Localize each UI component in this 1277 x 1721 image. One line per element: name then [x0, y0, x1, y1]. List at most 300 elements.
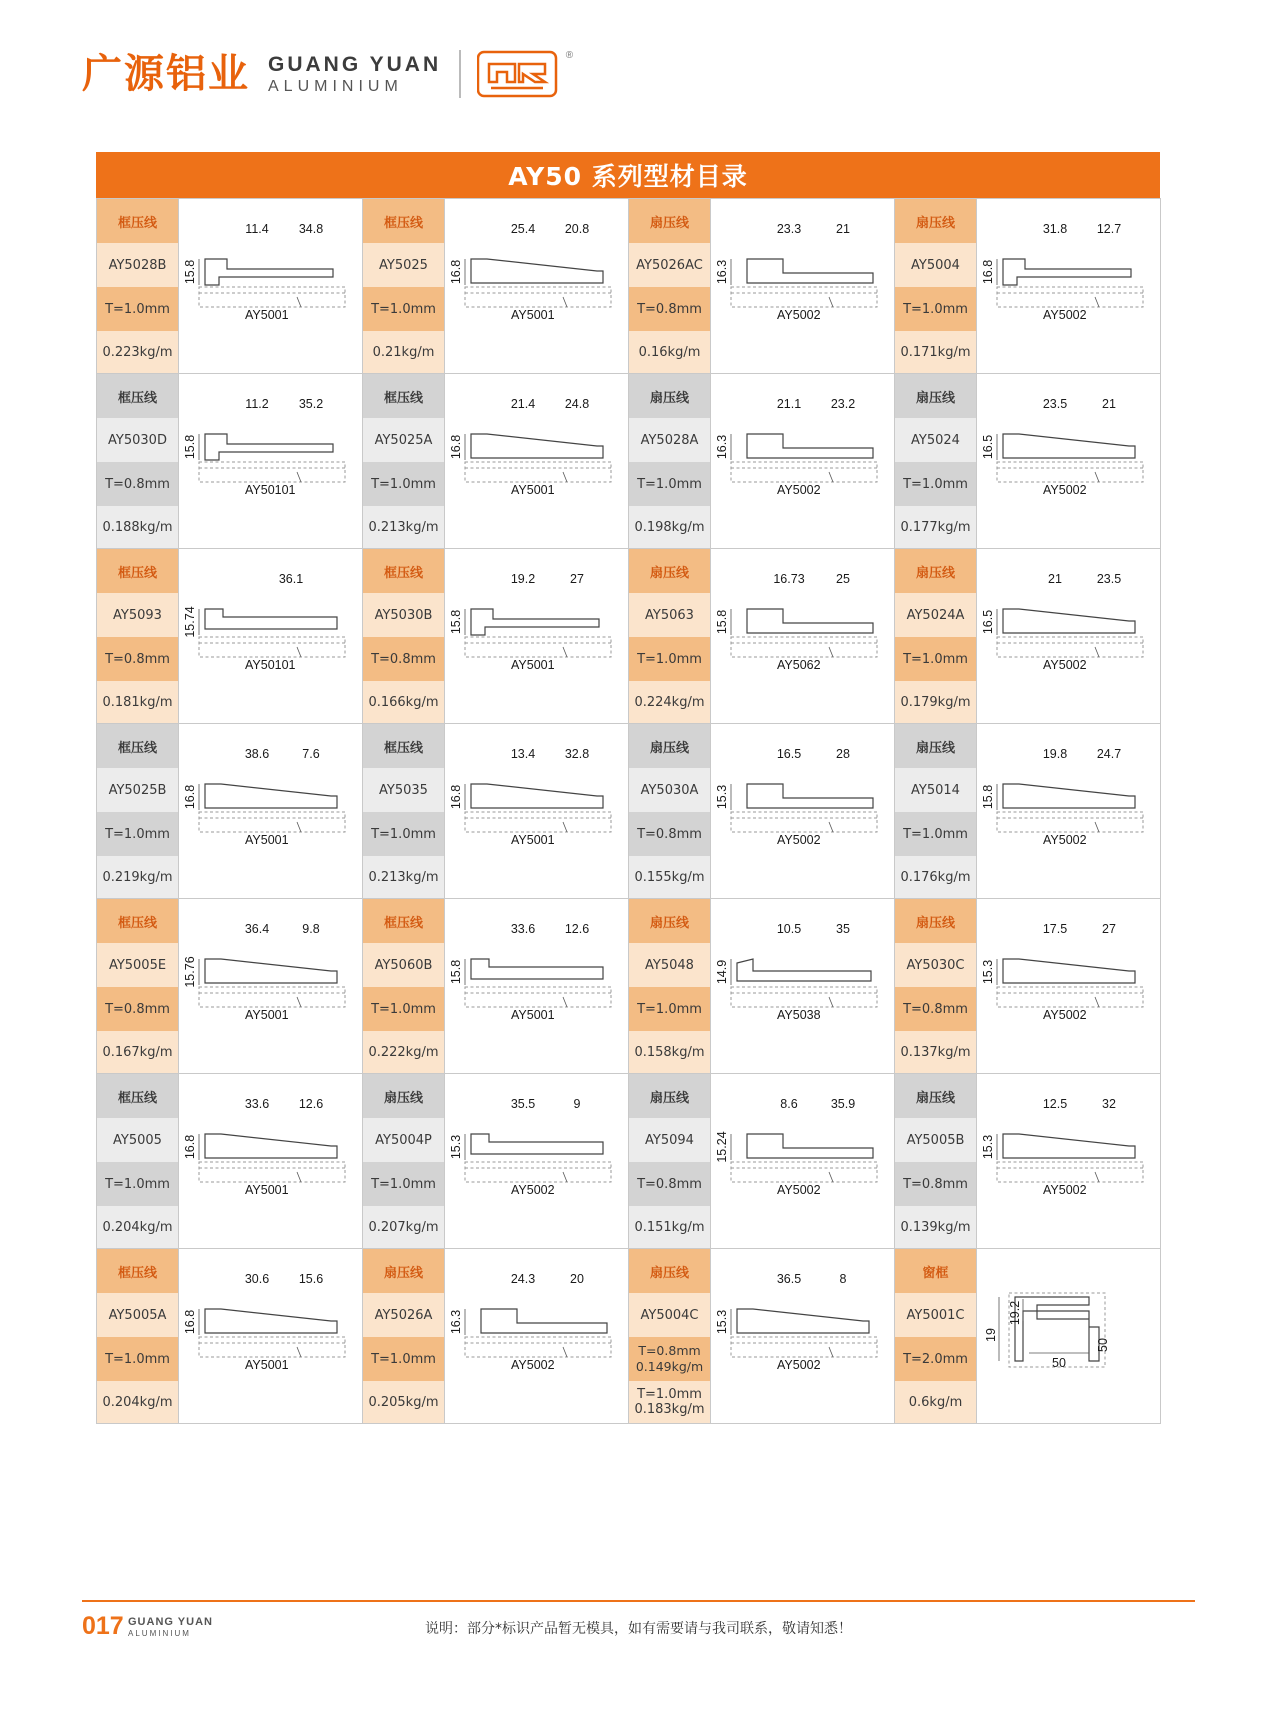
svg-text:16.5: 16.5 — [981, 609, 995, 635]
svg-text:AY5002: AY5002 — [511, 1183, 555, 1197]
profile-thickness: T=1.0mm — [629, 637, 710, 681]
footer-note: 说明：部分*标识产品暂无模具，如有需要请与我司联系，敬请知悉！ — [425, 1621, 852, 1637]
svg-text:14.9: 14.9 — [715, 959, 729, 985]
svg-text:33.6: 33.6 — [244, 1097, 270, 1111]
svg-text:15.24: 15.24 — [715, 1131, 729, 1163]
profile-info-cell — [363, 549, 445, 724]
table-row — [97, 899, 1161, 1074]
profile-labels — [629, 724, 710, 898]
profile-info-cell — [363, 1249, 445, 1424]
svg-text:AY5002: AY5002 — [777, 1183, 821, 1197]
profile-type: 扇压线 — [895, 549, 976, 593]
profile-info-cell — [895, 1249, 977, 1424]
svg-text:21: 21 — [1048, 572, 1062, 586]
cross-section-drawing — [445, 899, 628, 1073]
profile-code: AY5026AC — [629, 243, 710, 287]
page-header — [0, 0, 1277, 140]
profile-thickness: T=0.8mm — [363, 637, 444, 681]
svg-text:AY5001: AY5001 — [245, 1358, 289, 1372]
profile-type: 扇压线 — [895, 1074, 976, 1118]
profile-thickness: T=0.8mm — [629, 812, 710, 856]
profile-drawing-cell — [445, 374, 629, 549]
profile-thickness: T=1.0mm — [895, 287, 976, 331]
svg-text:AY50101: AY50101 — [245, 483, 296, 497]
svg-text:16.8: 16.8 — [981, 259, 995, 285]
profile-code: AY5014 — [895, 768, 976, 812]
svg-text:AY5002: AY5002 — [777, 483, 821, 497]
cross-section-drawing — [445, 1249, 628, 1423]
svg-text:8.6: 8.6 — [780, 1097, 798, 1111]
profile-labels — [895, 899, 976, 1073]
svg-text:AY5001: AY5001 — [245, 1008, 289, 1022]
cross-section-drawing — [179, 1249, 362, 1423]
page-title-bar — [96, 152, 1160, 198]
profile-weight: 0.204kg/m — [97, 1381, 178, 1423]
profile-drawing-cell — [711, 1249, 895, 1424]
profile-weight: 0.16kg/m — [629, 331, 710, 373]
profile-weight: 0.219kg/m — [97, 856, 178, 898]
svg-text:AY5002: AY5002 — [1043, 1008, 1087, 1022]
profile-drawing-cell — [977, 374, 1161, 549]
profile-weight: 0.171kg/m — [895, 331, 976, 373]
profile-weight: 0.224kg/m — [629, 681, 710, 723]
profile-info-cell — [895, 724, 977, 899]
cross-section-drawing — [179, 724, 362, 898]
profile-drawing-cell — [711, 1074, 895, 1249]
profile-catalog-table — [96, 198, 1161, 1424]
profile-type: 窗框 — [895, 1249, 976, 1293]
svg-text:15.3: 15.3 — [449, 1134, 463, 1160]
profile-code: AY5030C — [895, 943, 976, 987]
svg-text:19: 19 — [984, 1328, 998, 1342]
svg-text:38.6: 38.6 — [244, 747, 270, 761]
profile-type: 扇压线 — [895, 724, 976, 768]
svg-text:15.74: 15.74 — [183, 606, 197, 638]
svg-text:25.4: 25.4 — [510, 222, 536, 236]
cross-section-drawing — [179, 1074, 362, 1248]
profile-labels — [895, 1249, 976, 1423]
svg-text:23.5: 23.5 — [1096, 572, 1122, 586]
profile-type: 扇压线 — [629, 199, 710, 243]
profile-thickness: T=0.8mm 0.149kg/m — [629, 1337, 710, 1381]
cross-section-drawing — [711, 374, 894, 548]
table-row — [97, 1074, 1161, 1249]
svg-text:24.7: 24.7 — [1096, 747, 1122, 761]
profile-type: 扇压线 — [629, 1249, 710, 1293]
cross-section-drawing — [977, 899, 1160, 1073]
profile-code: AY5005 — [97, 1118, 178, 1162]
svg-text:AY50101: AY50101 — [245, 658, 296, 672]
profile-drawing-cell — [977, 199, 1161, 374]
profile-weight: 0.179kg/m — [895, 681, 976, 723]
svg-text:11.2: 11.2 — [245, 397, 269, 411]
profile-info-cell — [895, 199, 977, 374]
profile-info-cell — [363, 899, 445, 1074]
svg-text:32: 32 — [1102, 1097, 1116, 1111]
profile-info-cell — [363, 374, 445, 549]
svg-text:16.73: 16.73 — [773, 572, 805, 586]
profile-drawing-cell — [445, 1074, 629, 1249]
profile-drawing-cell — [977, 1074, 1161, 1249]
profile-labels — [895, 549, 976, 723]
svg-text:15.8: 15.8 — [449, 959, 463, 985]
svg-text:23.2: 23.2 — [830, 397, 856, 411]
cross-section-drawing — [445, 199, 628, 373]
profile-drawing-cell — [977, 549, 1161, 724]
svg-text:AY5001: AY5001 — [245, 1183, 289, 1197]
profile-info-cell — [363, 724, 445, 899]
profile-info-cell — [97, 899, 179, 1074]
profile-labels — [895, 1074, 976, 1248]
cross-section-drawing — [179, 374, 362, 548]
profile-info-cell — [97, 549, 179, 724]
svg-text:15.3: 15.3 — [715, 1309, 729, 1335]
cross-section-drawing — [711, 724, 894, 898]
table-body — [97, 199, 1161, 1424]
profile-thickness: T=0.8mm — [629, 1162, 710, 1206]
profile-drawing-cell — [179, 899, 363, 1074]
profile-type: 扇压线 — [629, 374, 710, 418]
profile-labels — [363, 374, 444, 548]
svg-text:16.3: 16.3 — [449, 1309, 463, 1335]
cross-section-drawing — [445, 374, 628, 548]
svg-text:AY5001: AY5001 — [511, 483, 555, 497]
profile-code: AY5048 — [629, 943, 710, 987]
profile-drawing-cell — [179, 724, 363, 899]
profile-thickness: T=1.0mm — [363, 1337, 444, 1381]
profile-weight: 0.176kg/m — [895, 856, 976, 898]
profile-thickness: T=0.8mm — [97, 637, 178, 681]
svg-text:35.2: 35.2 — [298, 397, 324, 411]
profile-labels — [97, 899, 178, 1073]
profile-weight: 0.166kg/m — [363, 681, 444, 723]
profile-info-cell — [629, 199, 711, 374]
profile-labels — [363, 549, 444, 723]
svg-text:AY5002: AY5002 — [777, 833, 821, 847]
profile-type: 扇压线 — [629, 724, 710, 768]
cross-section-drawing — [711, 1249, 894, 1423]
profile-code: AY5005E — [97, 943, 178, 987]
svg-text:21: 21 — [1102, 397, 1116, 411]
svg-text:16.8: 16.8 — [183, 1309, 197, 1335]
profile-weight: 0.205kg/m — [363, 1381, 444, 1423]
svg-text:24.3: 24.3 — [510, 1272, 536, 1286]
profile-drawing-cell — [179, 374, 363, 549]
profile-code: AY5094 — [629, 1118, 710, 1162]
svg-text:50: 50 — [1096, 1338, 1110, 1352]
svg-text:AY5001: AY5001 — [511, 833, 555, 847]
table-row — [97, 1249, 1161, 1424]
profile-code: AY5030A — [629, 768, 710, 812]
svg-text:16.8: 16.8 — [449, 784, 463, 810]
profile-thickness: T=1.0mm — [97, 1162, 178, 1206]
svg-text:19.2: 19.2 — [510, 572, 536, 586]
profile-thickness: T=1.0mm — [97, 287, 178, 331]
profile-weight: 0.181kg/m — [97, 681, 178, 723]
profile-weight: T=1.0mm 0.183kg/m — [629, 1381, 710, 1423]
profile-labels — [629, 899, 710, 1073]
svg-text:13.4: 13.4 — [510, 747, 536, 761]
profile-type: 扇压线 — [895, 199, 976, 243]
profile-weight: 0.137kg/m — [895, 1031, 976, 1073]
profile-thickness: T=1.0mm — [895, 637, 976, 681]
profile-type: 框压线 — [97, 1074, 178, 1118]
profile-weight: 0.223kg/m — [97, 331, 178, 373]
svg-text:36.5: 36.5 — [776, 1272, 802, 1286]
svg-text:16.5: 16.5 — [981, 434, 995, 460]
profile-info-cell — [97, 199, 179, 374]
profile-labels — [895, 724, 976, 898]
profile-code: AY5035 — [363, 768, 444, 812]
table-row — [97, 724, 1161, 899]
profile-type: 扇压线 — [895, 374, 976, 418]
profile-info-cell — [97, 1074, 179, 1249]
profile-labels — [629, 374, 710, 548]
svg-text:21.4: 21.4 — [510, 397, 536, 411]
svg-text:30.6: 30.6 — [244, 1272, 270, 1286]
profile-info-cell — [895, 374, 977, 549]
page-footer — [0, 1600, 1277, 1670]
page-title: AY50 系列型材目录 — [508, 162, 748, 191]
svg-text:16.8: 16.8 — [449, 434, 463, 460]
profile-weight: 0.158kg/m — [629, 1031, 710, 1073]
profile-code: AY5005A — [97, 1293, 178, 1337]
svg-text:AY5001: AY5001 — [245, 833, 289, 847]
svg-text:23.5: 23.5 — [1042, 397, 1068, 411]
svg-text:AY5001: AY5001 — [245, 308, 289, 322]
profile-labels — [629, 199, 710, 373]
svg-text:35: 35 — [836, 922, 850, 936]
gy-monogram-icon — [477, 48, 574, 100]
profile-code: AY5030B — [363, 593, 444, 637]
profile-type: 扇压线 — [363, 1249, 444, 1293]
profile-drawing-cell — [711, 549, 895, 724]
profile-labels — [629, 1074, 710, 1248]
profile-info-cell — [895, 899, 977, 1074]
svg-text:15.3: 15.3 — [715, 784, 729, 810]
profile-weight: 0.21kg/m — [363, 331, 444, 373]
svg-text:15.8: 15.8 — [183, 259, 197, 285]
profile-type: 扇压线 — [895, 899, 976, 943]
profile-thickness: T=0.8mm — [895, 1162, 976, 1206]
profile-drawing-cell — [711, 899, 895, 1074]
profile-thickness: T=1.0mm — [363, 462, 444, 506]
profile-drawing-cell — [711, 724, 895, 899]
profile-type: 框压线 — [97, 1249, 178, 1293]
svg-text:27: 27 — [570, 572, 584, 586]
profile-weight: 0.139kg/m — [895, 1206, 976, 1248]
profile-info-cell — [97, 1249, 179, 1424]
cross-section-drawing — [977, 1249, 1160, 1423]
svg-text:7.6: 7.6 — [302, 747, 320, 761]
profile-drawing-cell — [445, 1249, 629, 1424]
footer-brand-line1: GUANG YUAN — [128, 1616, 213, 1628]
svg-text:16.8: 16.8 — [183, 784, 197, 810]
profile-thickness: T=0.8mm — [97, 462, 178, 506]
svg-text:15.6: 15.6 — [298, 1272, 324, 1286]
svg-text:16.5: 16.5 — [776, 747, 802, 761]
svg-text:12.5: 12.5 — [1042, 1097, 1068, 1111]
profile-drawing-cell — [445, 549, 629, 724]
cross-section-drawing — [977, 724, 1160, 898]
table-row — [97, 374, 1161, 549]
profile-info-cell — [97, 374, 179, 549]
profile-drawing-cell — [179, 549, 363, 724]
cross-section-drawing — [179, 549, 362, 723]
svg-text:20.8: 20.8 — [564, 222, 590, 236]
profile-weight: 0.213kg/m — [363, 506, 444, 548]
svg-text:15.8: 15.8 — [981, 784, 995, 810]
profile-info-cell — [629, 374, 711, 549]
svg-text:36.1: 36.1 — [278, 572, 304, 586]
profile-drawing-cell — [179, 199, 363, 374]
profile-weight: 0.6kg/m — [895, 1381, 976, 1423]
profile-drawing-cell — [445, 899, 629, 1074]
profile-info-cell — [97, 724, 179, 899]
footer-brand-line2: ALUMINIUM — [128, 1628, 191, 1638]
profile-thickness: T=0.8mm — [629, 287, 710, 331]
svg-text:16.3: 16.3 — [715, 259, 729, 285]
profile-code: AY5025 — [363, 243, 444, 287]
svg-text:16.8: 16.8 — [183, 1134, 197, 1160]
profile-type: 扇压线 — [629, 549, 710, 593]
profile-info-cell — [629, 1249, 711, 1424]
svg-text:24.8: 24.8 — [564, 397, 590, 411]
profile-thickness: T=1.0mm — [363, 812, 444, 856]
svg-text:21.1: 21.1 — [776, 397, 802, 411]
profile-labels — [895, 199, 976, 373]
profile-drawing-cell — [977, 1249, 1161, 1424]
profile-drawing-cell — [977, 724, 1161, 899]
svg-text:32.8: 32.8 — [564, 747, 590, 761]
cross-section-drawing — [711, 1074, 894, 1248]
cross-section-drawing — [445, 1074, 628, 1248]
profile-info-cell — [629, 549, 711, 724]
profile-type: 框压线 — [97, 724, 178, 768]
brand-logo — [82, 48, 574, 100]
profile-labels — [97, 1249, 178, 1423]
profile-drawing-cell — [179, 1074, 363, 1249]
svg-text:16.3: 16.3 — [715, 434, 729, 460]
profile-thickness: T=0.8mm — [97, 987, 178, 1031]
svg-text:AY5002: AY5002 — [1043, 1183, 1087, 1197]
profile-code: AY5093 — [97, 593, 178, 637]
footer-rule — [82, 1600, 1195, 1602]
profile-type: 扇压线 — [629, 1074, 710, 1118]
svg-text:15.8: 15.8 — [449, 609, 463, 635]
svg-text:15.8: 15.8 — [715, 609, 729, 635]
logo-divider — [459, 50, 461, 98]
svg-text:AY5002: AY5002 — [1043, 658, 1087, 672]
profile-code: AY5001C — [895, 1293, 976, 1337]
profile-code: AY5030D — [97, 418, 178, 462]
profile-weight: 0.155kg/m — [629, 856, 710, 898]
profile-type: 扇压线 — [363, 1074, 444, 1118]
profile-info-cell — [629, 1074, 711, 1249]
svg-text:AY5002: AY5002 — [511, 1358, 555, 1372]
svg-text:AY5001: AY5001 — [511, 1008, 555, 1022]
profile-type: 框压线 — [97, 199, 178, 243]
profile-thickness: T=1.0mm — [363, 287, 444, 331]
profile-labels — [629, 549, 710, 723]
profile-thickness: T=1.0mm — [895, 462, 976, 506]
svg-text:15.76: 15.76 — [183, 956, 197, 988]
svg-text:AY5002: AY5002 — [777, 1358, 821, 1372]
svg-text:35.5: 35.5 — [510, 1097, 536, 1111]
profile-thickness: T=1.0mm — [629, 462, 710, 506]
profile-labels — [363, 899, 444, 1073]
profile-weight: 0.167kg/m — [97, 1031, 178, 1073]
profile-weight: 0.198kg/m — [629, 506, 710, 548]
svg-text:25: 25 — [836, 572, 850, 586]
profile-weight: 0.213kg/m — [363, 856, 444, 898]
profile-labels — [97, 374, 178, 548]
profile-drawing-cell — [711, 199, 895, 374]
profile-info-cell — [895, 549, 977, 724]
profile-weight: 0.177kg/m — [895, 506, 976, 548]
profile-info-cell — [363, 1074, 445, 1249]
svg-text:16.8: 16.8 — [449, 259, 463, 285]
svg-text:8: 8 — [839, 1272, 847, 1286]
profile-type: 框压线 — [363, 724, 444, 768]
profile-type: 扇压线 — [629, 899, 710, 943]
profile-type: 框压线 — [363, 199, 444, 243]
cross-section-drawing — [977, 199, 1160, 373]
logo-english-text — [268, 52, 441, 96]
profile-type: 框压线 — [97, 899, 178, 943]
cross-section-drawing — [179, 899, 362, 1073]
svg-text:21: 21 — [836, 222, 850, 236]
logo-en-line1: GUANG YUAN — [268, 52, 442, 76]
svg-text:12.6: 12.6 — [298, 1097, 324, 1111]
profile-code: AY5004P — [363, 1118, 444, 1162]
profile-drawing-cell — [179, 1249, 363, 1424]
profile-labels — [629, 1249, 710, 1423]
cross-section-drawing — [711, 549, 894, 723]
svg-text:AY5002: AY5002 — [1043, 308, 1087, 322]
registered-mark: ® — [565, 50, 574, 61]
cross-section-drawing — [179, 199, 362, 373]
profile-drawing-cell — [977, 899, 1161, 1074]
profile-code: AY5028B — [97, 243, 178, 287]
svg-text:28: 28 — [836, 747, 850, 761]
profile-code: AY5005B — [895, 1118, 976, 1162]
svg-text:27: 27 — [1102, 922, 1116, 936]
profile-code: AY5025B — [97, 768, 178, 812]
logo-en-line2: ALUMINIUM — [268, 78, 403, 95]
svg-text:36.4: 36.4 — [244, 922, 270, 936]
cross-section-drawing — [445, 724, 628, 898]
svg-text:20: 20 — [570, 1272, 584, 1286]
profile-drawing-cell — [711, 374, 895, 549]
svg-text:23.3: 23.3 — [776, 222, 802, 236]
svg-text:50: 50 — [1052, 1356, 1066, 1370]
profile-type: 框压线 — [363, 899, 444, 943]
svg-text:9.8: 9.8 — [302, 922, 320, 936]
profile-info-cell — [629, 899, 711, 1074]
profile-weight: 0.188kg/m — [97, 506, 178, 548]
profile-info-cell — [363, 199, 445, 374]
table-row — [97, 549, 1161, 724]
profile-type: 框压线 — [363, 374, 444, 418]
cross-section-drawing — [711, 899, 894, 1073]
profile-code: AY5024A — [895, 593, 976, 637]
profile-code: AY5060B — [363, 943, 444, 987]
svg-text:AY5001: AY5001 — [511, 658, 555, 672]
profile-code: AY5025A — [363, 418, 444, 462]
profile-thickness: T=1.0mm — [895, 812, 976, 856]
svg-text:AY5001: AY5001 — [511, 308, 555, 322]
